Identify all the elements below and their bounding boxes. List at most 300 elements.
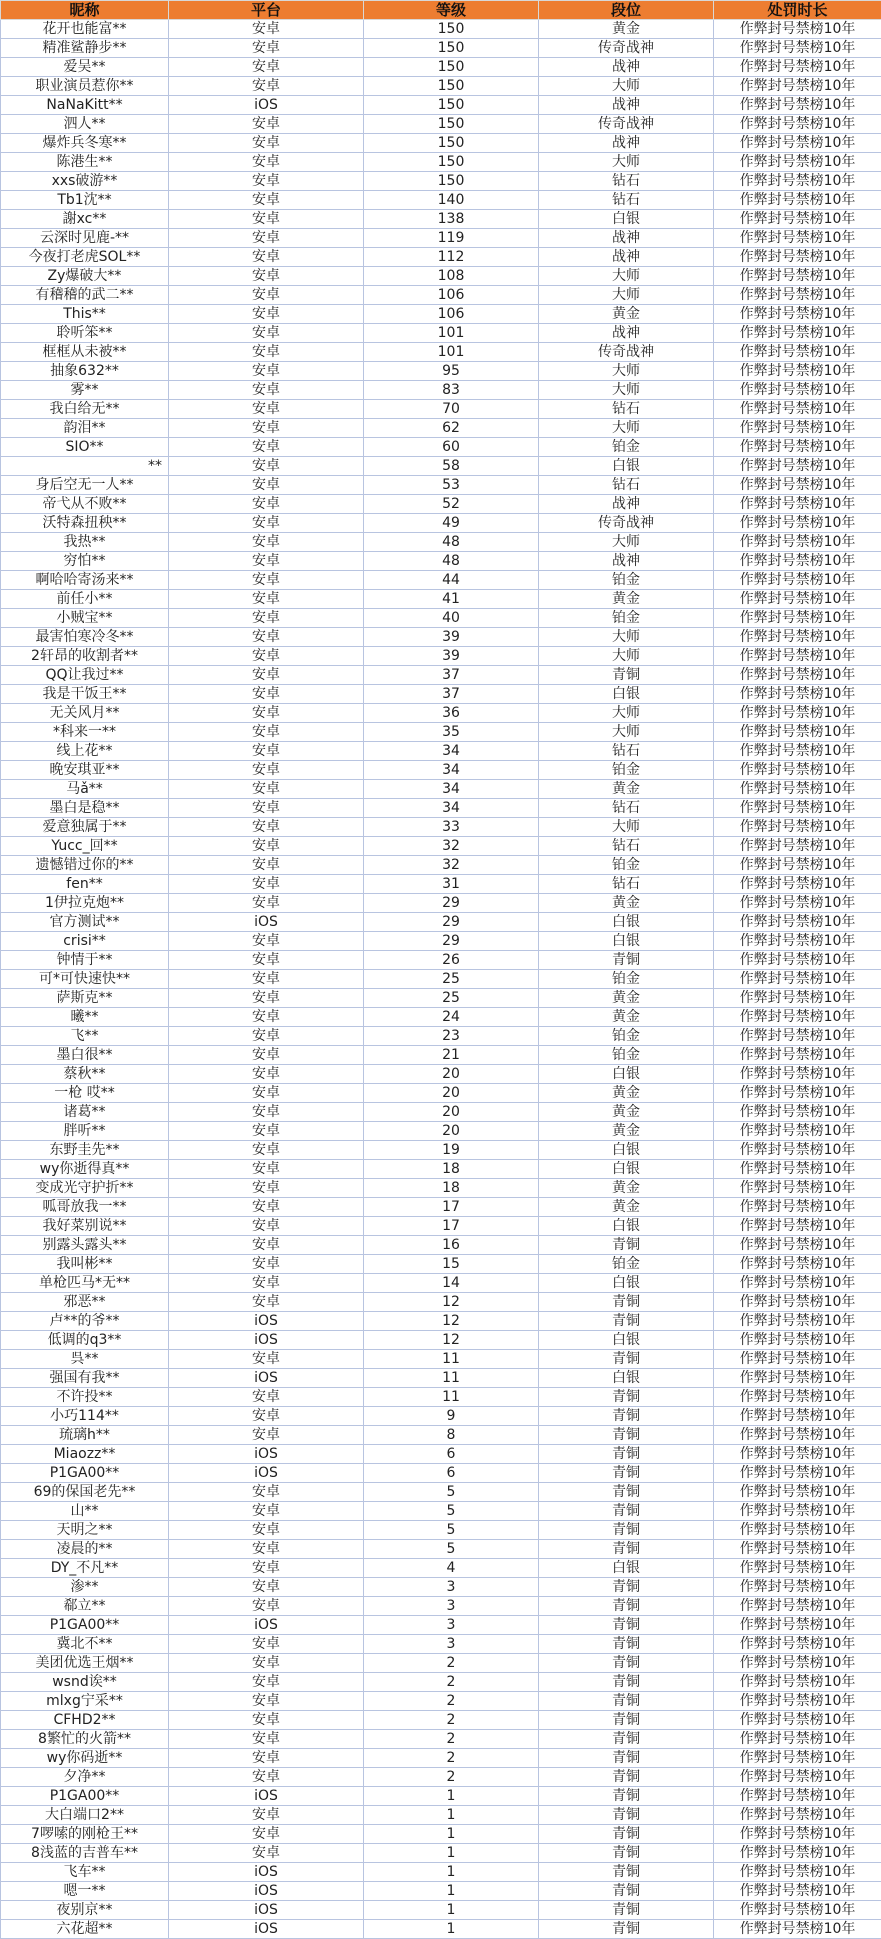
cell-platform: 安卓: [169, 1103, 364, 1122]
cell-level: 1: [364, 1863, 539, 1882]
cell-platform: 安卓: [169, 1806, 364, 1825]
cell-level: 33: [364, 818, 539, 837]
cell-level: 1: [364, 1920, 539, 1939]
cell-level: 5: [364, 1540, 539, 1559]
cell-platform: 安卓: [169, 115, 364, 134]
cell-rank: 传奇战神: [539, 343, 714, 362]
cell-platform: 安卓: [169, 1160, 364, 1179]
cell-level: 5: [364, 1502, 539, 1521]
cell-nickname: mlxg宁采**: [1, 1692, 169, 1711]
cell-rank: 白银: [539, 1065, 714, 1084]
cell-nickname: 7啰嗦的刚枪王**: [1, 1825, 169, 1844]
cell-penalty: 作弊封号禁榜10年: [714, 1654, 881, 1673]
cell-penalty: 作弊封号禁榜10年: [714, 1141, 881, 1160]
cell-platform: 安卓: [169, 286, 364, 305]
cell-penalty: 作弊封号禁榜10年: [714, 1445, 881, 1464]
table-row: [1, 96, 881, 115]
cell-nickname: 8繁忙的火箭**: [1, 1730, 169, 1749]
cell-nickname: 山**: [1, 1502, 169, 1521]
cell-penalty: 作弊封号禁榜10年: [714, 39, 881, 58]
cell-rank: 钻石: [539, 191, 714, 210]
cell-nickname: 泗人**: [1, 115, 169, 134]
table-row: [1, 191, 881, 210]
header-level: 等级: [364, 1, 539, 20]
cell-level: 24: [364, 1008, 539, 1027]
cell-platform: iOS: [169, 1920, 364, 1939]
cell-rank: 传奇战神: [539, 115, 714, 134]
cell-penalty: 作弊封号禁榜10年: [714, 761, 881, 780]
cell-level: 14: [364, 1274, 539, 1293]
cell-penalty: 作弊封号禁榜10年: [714, 1673, 881, 1692]
table-row: [1, 514, 881, 533]
cell-penalty: 作弊封号禁榜10年: [714, 666, 881, 685]
cell-nickname: wy你码逝**: [1, 1749, 169, 1768]
table-row: [1, 1445, 881, 1464]
cell-penalty: 作弊封号禁榜10年: [714, 267, 881, 286]
table-row: [1, 1179, 881, 1198]
cell-rank: 白银: [539, 1160, 714, 1179]
cell-level: 70: [364, 400, 539, 419]
cell-rank: 青铜: [539, 1502, 714, 1521]
cell-nickname: 呱哥放我一**: [1, 1198, 169, 1217]
cell-penalty: 作弊封号禁榜10年: [714, 229, 881, 248]
cell-penalty: 作弊封号禁榜10年: [714, 1882, 881, 1901]
table-row: [1, 1027, 881, 1046]
table-row: [1, 1863, 881, 1882]
cell-nickname: **: [1, 457, 169, 476]
cell-platform: iOS: [169, 1331, 364, 1350]
cell-platform: 安卓: [169, 1597, 364, 1616]
cell-level: 23: [364, 1027, 539, 1046]
cell-penalty: 作弊封号禁榜10年: [714, 1160, 881, 1179]
cell-nickname: xxs破游**: [1, 172, 169, 191]
table-row: [1, 1882, 881, 1901]
table-body: [1, 20, 881, 1939]
cell-platform: 安卓: [169, 1654, 364, 1673]
cell-level: 6: [364, 1445, 539, 1464]
cell-nickname: 精准鲨静步**: [1, 39, 169, 58]
table-row: [1, 1255, 881, 1274]
cell-nickname: 飞**: [1, 1027, 169, 1046]
cell-level: 49: [364, 514, 539, 533]
cell-nickname: 诸葛**: [1, 1103, 169, 1122]
table-row: [1, 856, 881, 875]
cell-penalty: 作弊封号禁榜10年: [714, 1407, 881, 1426]
cell-platform: 安卓: [169, 495, 364, 514]
cell-nickname: 墨白是稳**: [1, 799, 169, 818]
table-row: [1, 381, 881, 400]
table-row: [1, 39, 881, 58]
cell-platform: 安卓: [169, 1065, 364, 1084]
cell-level: 2: [364, 1692, 539, 1711]
cell-platform: 安卓: [169, 514, 364, 533]
cell-level: 58: [364, 457, 539, 476]
cell-nickname: 遗憾错过你的**: [1, 856, 169, 875]
cell-platform: 安卓: [169, 438, 364, 457]
table-row: [1, 1578, 881, 1597]
cell-level: 5: [364, 1483, 539, 1502]
cell-level: 60: [364, 438, 539, 457]
cell-platform: 安卓: [169, 305, 364, 324]
cell-level: 138: [364, 210, 539, 229]
cell-rank: 钻石: [539, 742, 714, 761]
cell-penalty: 作弊封号禁榜10年: [714, 1768, 881, 1787]
cell-platform: 安卓: [169, 58, 364, 77]
table-row: [1, 362, 881, 381]
table-row: [1, 1426, 881, 1445]
cell-rank: 大师: [539, 153, 714, 172]
cell-level: 11: [364, 1388, 539, 1407]
cell-penalty: 作弊封号禁榜10年: [714, 799, 881, 818]
cell-level: 101: [364, 343, 539, 362]
cell-level: 34: [364, 761, 539, 780]
cell-rank: 大师: [539, 267, 714, 286]
cell-rank: 青铜: [539, 1920, 714, 1939]
cell-platform: 安卓: [169, 571, 364, 590]
cell-level: 2: [364, 1749, 539, 1768]
cell-platform: 安卓: [169, 666, 364, 685]
cell-rank: 铂金: [539, 1046, 714, 1065]
table-row: [1, 704, 881, 723]
cell-rank: 白银: [539, 1369, 714, 1388]
cell-rank: 大师: [539, 286, 714, 305]
cell-nickname: 六花超**: [1, 1920, 169, 1939]
header-rank: 段位: [539, 1, 714, 20]
cell-level: 1: [364, 1882, 539, 1901]
cell-penalty: 作弊封号禁榜10年: [714, 913, 881, 932]
cell-platform: 安卓: [169, 1046, 364, 1065]
cell-nickname: P1GA00**: [1, 1616, 169, 1635]
cell-platform: 安卓: [169, 894, 364, 913]
cell-rank: 白银: [539, 210, 714, 229]
cell-nickname: QQ让我过**: [1, 666, 169, 685]
cell-rank: 青铜: [539, 1730, 714, 1749]
cell-nickname: 大白端口2**: [1, 1806, 169, 1825]
cell-level: 101: [364, 324, 539, 343]
cell-nickname: 郗立**: [1, 1597, 169, 1616]
cell-penalty: 作弊封号禁榜10年: [714, 1274, 881, 1293]
cell-penalty: 作弊封号禁榜10年: [714, 552, 881, 571]
cell-platform: 安卓: [169, 267, 364, 286]
cell-nickname: 可*可快速快**: [1, 970, 169, 989]
cell-penalty: 作弊封号禁榜10年: [714, 153, 881, 172]
cell-nickname: DY_不凡**: [1, 1559, 169, 1578]
cell-platform: 安卓: [169, 1198, 364, 1217]
cell-platform: 安卓: [169, 362, 364, 381]
cell-penalty: 作弊封号禁榜10年: [714, 894, 881, 913]
cell-level: 34: [364, 742, 539, 761]
cell-nickname: 我好菜别说**: [1, 1217, 169, 1236]
cell-penalty: 作弊封号禁榜10年: [714, 1236, 881, 1255]
cell-level: 12: [364, 1312, 539, 1331]
table-row: [1, 1046, 881, 1065]
cell-nickname: This**: [1, 305, 169, 324]
cell-rank: 黄金: [539, 1198, 714, 1217]
cell-penalty: 作弊封号禁榜10年: [714, 932, 881, 951]
cell-platform: iOS: [169, 1464, 364, 1483]
cell-rank: 钻石: [539, 400, 714, 419]
cell-nickname: wy你逝得真**: [1, 1160, 169, 1179]
cell-level: 17: [364, 1217, 539, 1236]
cell-rank: 大师: [539, 723, 714, 742]
cell-nickname: 今夜打老虎SOL**: [1, 248, 169, 267]
table-row: [1, 457, 881, 476]
cell-nickname: 啊哈哈寄汤来**: [1, 571, 169, 590]
cell-level: 29: [364, 932, 539, 951]
cell-platform: 安卓: [169, 1692, 364, 1711]
cell-level: 1: [364, 1806, 539, 1825]
cell-platform: 安卓: [169, 1483, 364, 1502]
cell-platform: 安卓: [169, 324, 364, 343]
cell-penalty: 作弊封号禁榜10年: [714, 172, 881, 191]
cell-rank: 青铜: [539, 1312, 714, 1331]
cell-level: 4: [364, 1559, 539, 1578]
cell-nickname: 邪恶**: [1, 1293, 169, 1312]
cell-nickname: 8浅蓝的吉普车**: [1, 1844, 169, 1863]
cell-nickname: 框框从未被**: [1, 343, 169, 362]
cell-platform: 安卓: [169, 685, 364, 704]
cell-rank: 青铜: [539, 1882, 714, 1901]
cell-rank: 铂金: [539, 1255, 714, 1274]
cell-level: 150: [364, 115, 539, 134]
header-nickname: 昵称: [1, 1, 169, 20]
cell-penalty: 作弊封号禁榜10年: [714, 20, 881, 39]
cell-nickname: 前任小**: [1, 590, 169, 609]
table-row: [1, 134, 881, 153]
cell-nickname: Yucc_回**: [1, 837, 169, 856]
cell-penalty: 作弊封号禁榜10年: [714, 951, 881, 970]
table-row: [1, 1844, 881, 1863]
cell-penalty: 作弊封号禁榜10年: [714, 1597, 881, 1616]
table-row: [1, 932, 881, 951]
cell-penalty: 作弊封号禁榜10年: [714, 1692, 881, 1711]
cell-penalty: 作弊封号禁榜10年: [714, 1255, 881, 1274]
table-row: [1, 1464, 881, 1483]
cell-level: 3: [364, 1635, 539, 1654]
table-row: [1, 1274, 881, 1293]
cell-rank: 青铜: [539, 1426, 714, 1445]
cell-nickname: fen**: [1, 875, 169, 894]
cell-nickname: 墨白很**: [1, 1046, 169, 1065]
cell-nickname: 东野圭先**: [1, 1141, 169, 1160]
cell-rank: 战神: [539, 58, 714, 77]
cell-rank: 黄金: [539, 1122, 714, 1141]
cell-nickname: 69的保国老先**: [1, 1483, 169, 1502]
cell-platform: 安卓: [169, 1084, 364, 1103]
cell-level: 6: [364, 1464, 539, 1483]
cell-level: 2: [364, 1730, 539, 1749]
cell-nickname: 最害怕寒冷冬**: [1, 628, 169, 647]
table-row: [1, 305, 881, 324]
table-row: [1, 1084, 881, 1103]
cell-penalty: 作弊封号禁榜10年: [714, 780, 881, 799]
cell-platform: 安卓: [169, 153, 364, 172]
cell-penalty: 作弊封号禁榜10年: [714, 1806, 881, 1825]
table-row: [1, 1331, 881, 1350]
cell-rank: 大师: [539, 419, 714, 438]
cell-platform: 安卓: [169, 400, 364, 419]
cell-level: 8: [364, 1426, 539, 1445]
cell-platform: 安卓: [169, 1578, 364, 1597]
cell-platform: 安卓: [169, 552, 364, 571]
cell-penalty: 作弊封号禁榜10年: [714, 628, 881, 647]
cell-level: 15: [364, 1255, 539, 1274]
cell-penalty: 作弊封号禁榜10年: [714, 96, 881, 115]
table-row: [1, 1103, 881, 1122]
cell-rank: 青铜: [539, 1521, 714, 1540]
cell-platform: 安卓: [169, 1141, 364, 1160]
cell-rank: 青铜: [539, 1711, 714, 1730]
cell-level: 18: [364, 1179, 539, 1198]
cell-level: 150: [364, 134, 539, 153]
table-row: [1, 780, 881, 799]
cell-nickname: 爱意独属于**: [1, 818, 169, 837]
cell-level: 16: [364, 1236, 539, 1255]
cell-penalty: 作弊封号禁榜10年: [714, 1046, 881, 1065]
cell-rank: 青铜: [539, 1407, 714, 1426]
cell-platform: iOS: [169, 1616, 364, 1635]
cell-nickname: 雾**: [1, 381, 169, 400]
cell-penalty: 作弊封号禁榜10年: [714, 1103, 881, 1122]
table-row: [1, 1787, 881, 1806]
cell-nickname: 2轩昂的收割者**: [1, 647, 169, 666]
cell-platform: 安卓: [169, 590, 364, 609]
cell-rank: 大师: [539, 647, 714, 666]
cell-rank: 青铜: [539, 1293, 714, 1312]
table-row: [1, 286, 881, 305]
cell-level: 39: [364, 647, 539, 666]
cell-penalty: 作弊封号禁榜10年: [714, 457, 881, 476]
cell-nickname: 曦**: [1, 1008, 169, 1027]
cell-nickname: 我白给无**: [1, 400, 169, 419]
cell-rank: 青铜: [539, 1825, 714, 1844]
cell-rank: 白银: [539, 1331, 714, 1350]
cell-level: 41: [364, 590, 539, 609]
cell-level: 34: [364, 780, 539, 799]
cell-nickname: 低调的q3**: [1, 1331, 169, 1350]
table-row: [1, 172, 881, 191]
cell-platform: 安卓: [169, 856, 364, 875]
table-row: [1, 1483, 881, 1502]
cell-platform: 安卓: [169, 476, 364, 495]
cell-platform: 安卓: [169, 647, 364, 666]
cell-penalty: 作弊封号禁榜10年: [714, 134, 881, 153]
cell-nickname: NaNaKitt**: [1, 96, 169, 115]
cell-rank: 铂金: [539, 970, 714, 989]
cell-rank: 大师: [539, 77, 714, 96]
cell-platform: 安卓: [169, 837, 364, 856]
cell-nickname: 线上花**: [1, 742, 169, 761]
cell-platform: 安卓: [169, 1711, 364, 1730]
cell-level: 48: [364, 552, 539, 571]
cell-rank: 白银: [539, 1217, 714, 1236]
cell-penalty: 作弊封号禁榜10年: [714, 438, 881, 457]
cell-platform: iOS: [169, 1312, 364, 1331]
cell-rank: 青铜: [539, 1350, 714, 1369]
cell-platform: 安卓: [169, 1388, 364, 1407]
cell-penalty: 作弊封号禁榜10年: [714, 1027, 881, 1046]
cell-platform: 安卓: [169, 1008, 364, 1027]
table-row: [1, 875, 881, 894]
cell-nickname: 一枪 哎**: [1, 1084, 169, 1103]
cell-penalty: 作弊封号禁榜10年: [714, 1540, 881, 1559]
cell-level: 31: [364, 875, 539, 894]
cell-nickname: wsnd诶**: [1, 1673, 169, 1692]
cell-penalty: 作弊封号禁榜10年: [714, 324, 881, 343]
cell-penalty: 作弊封号禁榜10年: [714, 1426, 881, 1445]
cell-level: 1: [364, 1825, 539, 1844]
table-row: [1, 761, 881, 780]
cell-level: 29: [364, 894, 539, 913]
cell-level: 1: [364, 1787, 539, 1806]
cell-level: 53: [364, 476, 539, 495]
cell-level: 39: [364, 628, 539, 647]
cell-rank: 黄金: [539, 894, 714, 913]
cell-nickname: 小贼宝**: [1, 609, 169, 628]
cell-penalty: 作弊封号禁榜10年: [714, 1502, 881, 1521]
cell-level: 32: [364, 837, 539, 856]
cell-nickname: 职业演员惹你**: [1, 77, 169, 96]
cell-rank: 青铜: [539, 1616, 714, 1635]
table-row: [1, 533, 881, 552]
table-row: [1, 723, 881, 742]
cell-penalty: 作弊封号禁榜10年: [714, 989, 881, 1008]
cell-nickname: 沃特森扭秧**: [1, 514, 169, 533]
cell-level: 5: [364, 1521, 539, 1540]
table-row: [1, 324, 881, 343]
cell-level: 37: [364, 666, 539, 685]
cell-nickname: 我是干饭王**: [1, 685, 169, 704]
cell-platform: 安卓: [169, 1559, 364, 1578]
cell-nickname: 飞车**: [1, 1863, 169, 1882]
cell-platform: 安卓: [169, 1122, 364, 1141]
cell-level: 150: [364, 172, 539, 191]
table-row: [1, 1198, 881, 1217]
cell-platform: 安卓: [169, 1407, 364, 1426]
cell-rank: 黄金: [539, 1179, 714, 1198]
cell-penalty: 作弊封号禁榜10年: [714, 1863, 881, 1882]
cell-penalty: 作弊封号禁榜10年: [714, 970, 881, 989]
table-row: [1, 438, 881, 457]
table-row: [1, 229, 881, 248]
table-row: [1, 818, 881, 837]
cell-level: 20: [364, 1065, 539, 1084]
cell-platform: iOS: [169, 1901, 364, 1920]
cell-nickname: Miaozz**: [1, 1445, 169, 1464]
cell-rank: 战神: [539, 134, 714, 153]
cell-rank: 传奇战神: [539, 39, 714, 58]
cell-rank: 黄金: [539, 780, 714, 799]
cell-platform: 安卓: [169, 419, 364, 438]
cell-rank: 青铜: [539, 1597, 714, 1616]
cell-platform: 安卓: [169, 1521, 364, 1540]
cell-nickname: 云深时见鹿-**: [1, 229, 169, 248]
cell-penalty: 作弊封号禁榜10年: [714, 1065, 881, 1084]
cell-platform: 安卓: [169, 951, 364, 970]
cell-level: 18: [364, 1160, 539, 1179]
cell-rank: 青铜: [539, 1749, 714, 1768]
cell-nickname: 嗯一**: [1, 1882, 169, 1901]
cell-penalty: 作弊封号禁榜10年: [714, 1844, 881, 1863]
table-row: [1, 1806, 881, 1825]
cell-penalty: 作弊封号禁榜10年: [714, 495, 881, 514]
cell-rank: 白银: [539, 1559, 714, 1578]
cell-nickname: 聆听笨**: [1, 324, 169, 343]
cell-rank: 青铜: [539, 1806, 714, 1825]
cell-nickname: 蔡秋**: [1, 1065, 169, 1084]
cell-penalty: 作弊封号禁榜10年: [714, 818, 881, 837]
cell-penalty: 作弊封号禁榜10年: [714, 1901, 881, 1920]
